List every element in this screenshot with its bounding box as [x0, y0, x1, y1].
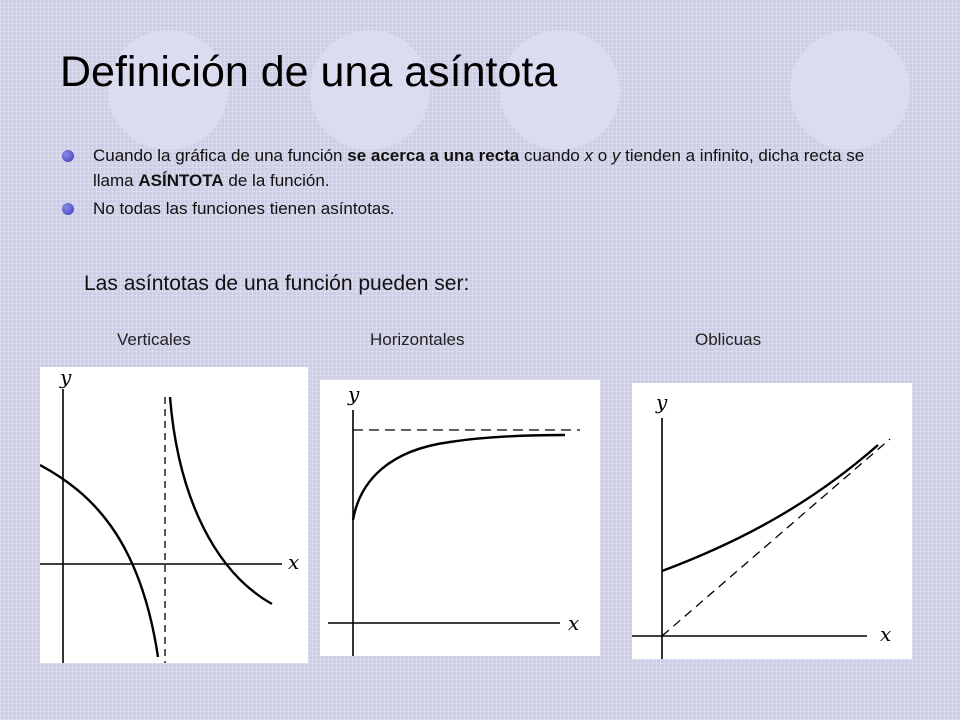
function-curve [353, 435, 565, 520]
vertical-asymptote-graph [40, 367, 308, 663]
slide-title: Definición de una asíntota [60, 48, 558, 96]
horizontal-asymptote-graph [320, 380, 600, 656]
horizontal-label: Horizontales [370, 330, 465, 349]
bullet-text: Cuando la gráfica de una función se acerca a una recta cuando x o y tienden a infinito, dicha recta se llama ASÍNTOTA de la función. [93, 146, 865, 190]
y-axis-label: y [656, 390, 668, 414]
bullet-item [58, 143, 878, 193]
function-curve [662, 445, 878, 571]
bullet-item [58, 196, 878, 221]
left-branch-curve [40, 465, 158, 657]
bullet-list [58, 143, 878, 224]
asymptote-types-heading: Las asíntotas de una función pueden ser: [84, 272, 470, 295]
y-axis-label: y [348, 382, 360, 406]
oblique-asymptote-line [662, 439, 890, 636]
y-axis-label: y [60, 367, 72, 389]
x-axis-label: x [288, 550, 300, 574]
x-axis-label: x [568, 611, 580, 635]
oblique-asymptote-graph [632, 383, 912, 659]
bullet-text: No todas las funciones tienen asíntotas. [93, 199, 395, 218]
right-branch-curve [170, 397, 272, 604]
vertical-label: Verticales [117, 330, 191, 349]
x-axis-label: x [880, 622, 892, 646]
bullet-dot-icon [62, 203, 74, 215]
decorative-circle [790, 30, 910, 150]
bullet-dot-icon [62, 150, 74, 162]
oblique-label: Oblicuas [695, 330, 762, 349]
